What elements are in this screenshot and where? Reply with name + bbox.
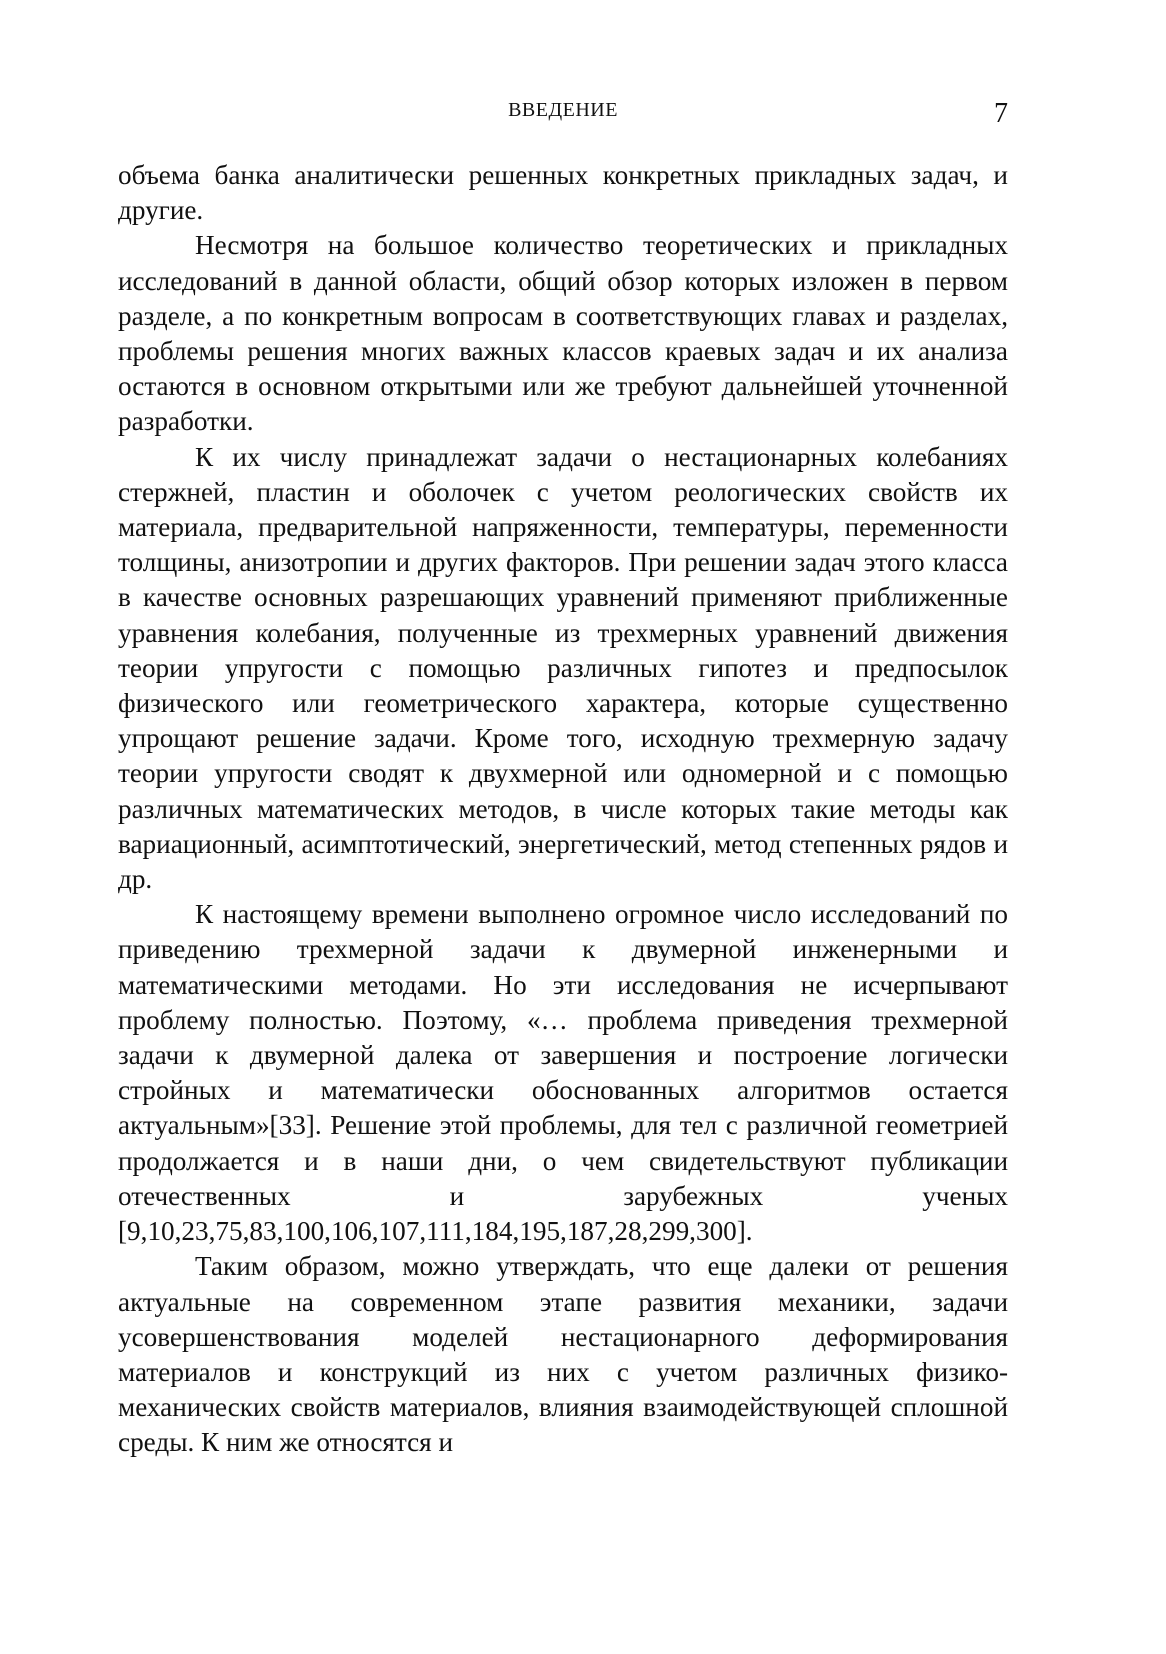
paragraph: Несмотря на большое количество теоретических и прикладных исследований в данной области, общий обзор которых изложен в первом разделе, а по конкретным вопросам в соответствующих главах и разделах, проблемы решения многих важных классов краевых задач и их анализа остаются в основном открытыми или же требуют дальнейшей уточненной разработки. bbox=[118, 230, 1008, 437]
body-text bbox=[118, 158, 1008, 1461]
paragraph: К настоящему времени выполнено огромное число исследований по приведению трехмерной задачи к двумерной инженерными и математическими методами. Но эти исследования не исчерпывают проблему полностью. Поэтому, «… проблема приведения трехмерной задачи к двумерной далека от завершения и построение логически стройных и математически обоснованных алгоритмов остается актуальным»[33]. Решение этой проблемы, для тел с различной геометрией продолжается и в наши дни, о чем свидетельствуют публикации отечественных и зарубежных ученых [9,10,23,75,83,100,106,107,111,184,195,187,28,299,300]. bbox=[118, 899, 1008, 1247]
page-number: 7 bbox=[994, 98, 1008, 129]
section-title: ВВЕДЕНИЕ bbox=[508, 99, 618, 121]
paragraph: К их числу принадлежат задачи о нестационарных колебаниях стержней, пластин и оболочек с учетом реологических свойств их материала, предварительной напряженности, температуры, переменности толщины, анизотропии и других факторов. При решении задач этого класса в качестве основных разрешающих уравнений применяют приближенные уравнения колебания, полученные из трехмерных уравнений движения теории упругости с помощью различных гипотез и предпосылок физического или геометрического характера, которые существенно упрощают решение задачи. Кроме того, исходную трехмерную задачу теории упругости сводят к двухмерной или одномерной и с помощью различных математических методов, в числе которых такие методы как вариационный, асимптотический, энергетический, метод степенных рядов и др. bbox=[118, 441, 1008, 895]
paragraph: объема банка аналитически решенных конкретных прикладных задач, и другие. bbox=[118, 160, 1008, 226]
running-head bbox=[118, 98, 1008, 130]
paragraph: Таким образом, можно утверждать, что еще далеки от решения актуальные на современном этапе развития механики, задачи усовершенствования моделей нестационарного деформирования материалов и конструкций из них с учетом различных физико-механических свойств материалов, влияния взаимодействующей сплошной среды. К ним же относятся и bbox=[118, 1251, 1008, 1458]
